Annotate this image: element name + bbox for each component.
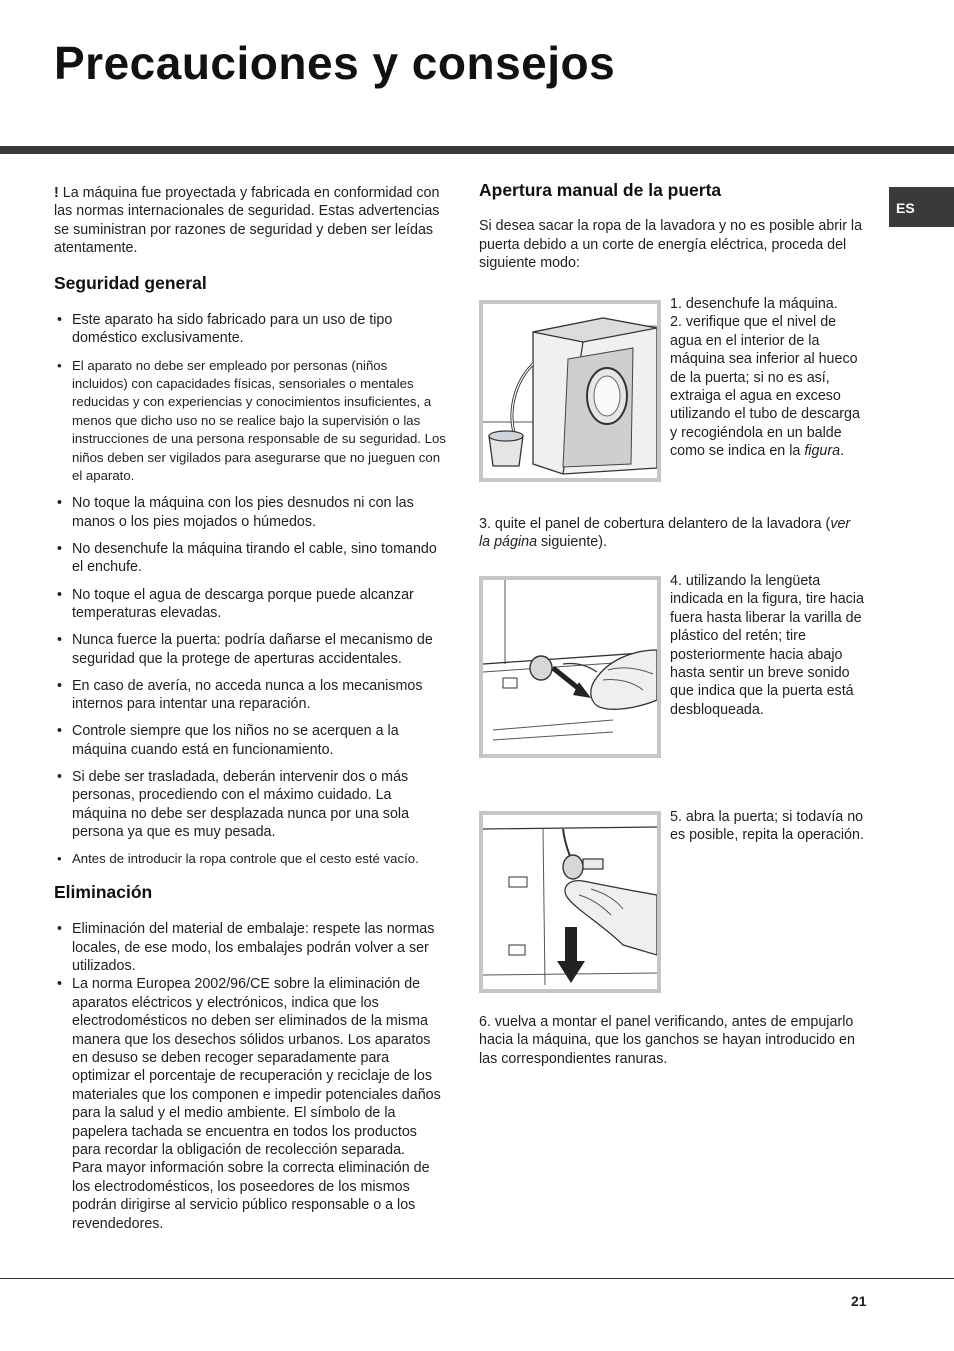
step-1-2-text xyxy=(670,295,864,461)
step-4-text xyxy=(670,572,864,719)
page-title: Precauciones y consejos xyxy=(54,37,616,89)
intro-paragraph xyxy=(54,184,446,258)
list-item: • No toque el agua de descarga porque puede alcanzar temperaturas elevadas. xyxy=(54,586,446,623)
figure-pull-down xyxy=(479,811,661,993)
heading-eliminacion: Eliminación xyxy=(54,881,153,902)
list-item-extra: Para mayor información sobre la correcta eliminación de los electrodomésticos, los poseedores de los mismos podrán dirigirse al servicio público responsable o a los revendedores. xyxy=(72,1160,430,1232)
step-1: 1. desenchufe la máquina. xyxy=(670,296,838,312)
step-5: 5. abra la puerta; si todavía no es posible, repita la operación. xyxy=(670,809,864,844)
language-tab: ES xyxy=(889,187,954,227)
heading-seguridad-general: Seguridad general xyxy=(54,272,207,293)
footer-rule xyxy=(0,1278,954,1279)
list-item-text: La norma Europea 2002/96/CE sobre la eliminación de aparatos eléctricos y electrónicos, indica que los electrodomésticos no deben ser eliminados de la misma manera que los desechos sólidos urbanos. Los aparatos en desuso se deben recoger separadamente para optimizar el porcentaje de recuperación y reciclaje de los materiales que los componen e impedir potenciales daños para la salud y el medio ambiente. El símbolo de la papelera tachada se encuentra en todos los productos para recordar la obligación de recolección separada. xyxy=(72,976,441,1159)
step-5-text xyxy=(670,808,864,845)
list-item: • Controle siempre que los niños no se acerquen a la máquina cuando está en funcionamiento. xyxy=(54,722,446,759)
list-item: • En caso de avería, no acceda nunca a los mecanismos internos para intentar una reparación. xyxy=(54,677,446,714)
step-3-end: siguiente). xyxy=(537,534,607,551)
warning-mark: ! xyxy=(54,185,59,201)
list-item: • Este aparato ha sido fabricado para un uso de tipo doméstico exclusivamente. xyxy=(54,311,446,348)
intro-text: La máquina fue proyectada y fabricada en conformidad con las normas internacionales de seguridad. Estas advertencias se suministran por razones de seguridad y deben ser leídas atentamente. xyxy=(54,185,440,257)
step-2 xyxy=(670,313,864,460)
step-6: 6. vuelva a montar el panel verificando, antes de empujarlo hacia la máquina, que los ganchos se hayan introducido en las correspondientes ranuras. xyxy=(479,1014,855,1067)
step-2-end: . xyxy=(840,443,845,460)
step-3 xyxy=(479,515,864,552)
disposal-list xyxy=(54,920,446,1233)
figure-pull-tab xyxy=(479,576,661,758)
heading-apertura-manual: Apertura manual de la puerta xyxy=(479,180,722,200)
left-column xyxy=(54,184,446,1233)
list-item: • No desenchufe la máquina tirando el cable, sino tomando el enchufe. xyxy=(54,540,446,577)
step-3-text: 3. quite el panel de cobertura delantero de la lavadora ( xyxy=(479,516,831,532)
list-item: • Antes de introducir la ropa controle que el cesto esté vacío. xyxy=(54,850,446,868)
page-number: 21 xyxy=(851,1293,867,1309)
list-item: • Nunca fuerce la puerta: podría dañarse el mecanismo de seguridad que la protege de aperturas accidentales. xyxy=(54,631,446,668)
figure-drain-bucket xyxy=(479,300,661,482)
step-2-figure-ref: figura xyxy=(804,443,841,460)
right-column xyxy=(479,180,864,1067)
safety-list xyxy=(54,311,446,869)
step-3-page-ref: ver la página xyxy=(479,516,851,551)
list-item: • Eliminación del material de embalaje: respete las normas locales, de ese modo, los embalajes podrán volver a ser utilizados. xyxy=(54,920,446,975)
header-rule xyxy=(0,146,954,154)
step-4: 4. utilizando la lengüeta indicada en la figura, tire hacia fuera hasta liberar la varilla de plástico del retén; tire posteriormente hacia abajo hasta sentir un breve sonido que indica que la puerta está desbloqueada. xyxy=(670,573,864,718)
step-2-text: 2. verifique que el nivel de agua en el interior de la máquina sea inferior al hueco de la puerta; si no es así, extraiga el agua en exceso utilizando el tubo de descarga y recogiéndola en un balde como se indica en la xyxy=(670,314,860,460)
list-item: • Si debe ser trasladada, deberán intervenir dos o más personas, procediendo con el máximo cuidado. La máquina no debe ser desplazada nunca por una sola persona ya que es muy pesada. xyxy=(54,768,446,842)
apertura-intro: Si desea sacar la ropa de la lavadora y no es posible abrir la puerta debido a un corte de energía eléctrica, proceda del siguiente modo: xyxy=(479,218,863,272)
list-item: • No toque la máquina con los pies desnudos ni con las manos o los pies mojados o húmedos. xyxy=(54,494,446,531)
list-item: • El aparato no debe ser empleado por personas (niños incluidos) con capacidades físicas, sensoriales o mentales reducidas y con experiencias y conocimientos insuficientes, a menos que dicho uso no se realice bajo la supervisión o las instrucciones de una persona responsable de su seguridad. Los niños deben ser vigilados para asegurarse que no jueguen con el aparato. xyxy=(54,357,446,486)
list-item xyxy=(54,975,446,1233)
